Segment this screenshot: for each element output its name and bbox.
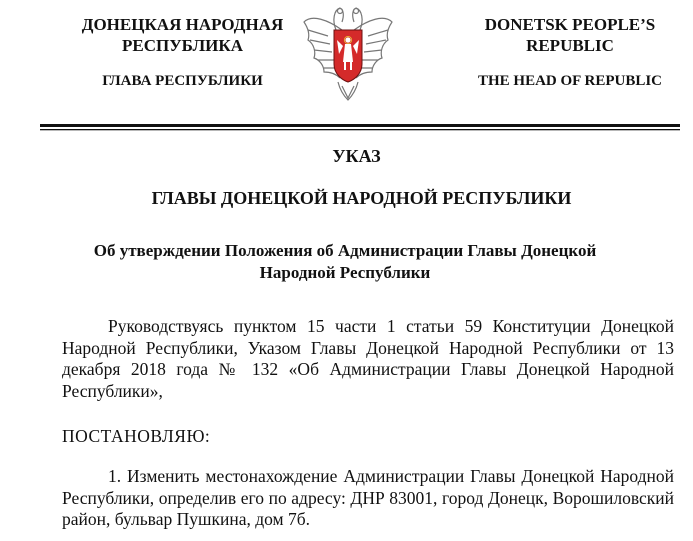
org-name-line1-en: DONETSK PEOPLE’S <box>484 15 656 34</box>
preamble-paragraph <box>62 316 674 402</box>
decree-word: ПОСТАНОВЛЯЮ: <box>62 426 211 446</box>
letterhead-double-rule <box>40 124 680 132</box>
decree-item-1 <box>62 466 674 531</box>
org-name-line2-en: REPUBLIC <box>526 36 614 55</box>
subject-line2: Народной Республики <box>259 263 431 282</box>
org-name-line2: РЕСПУБЛИКА <box>121 36 243 55</box>
issuer-title: ГЛАВЫ ДОНЕЦКОЙ НАРОДНОЙ РЕСПУБЛИКИ <box>151 188 572 208</box>
org-name-line1: ДОНЕЦКАЯ НАРОДНАЯ <box>81 15 284 34</box>
document-subject <box>5 240 685 284</box>
subject-line1: Об утверждении Положения об Администрации Главы Донецкой <box>93 241 597 260</box>
document-type-title: УКАЗ <box>332 146 381 166</box>
letterhead-right-english <box>470 14 670 92</box>
coat-of-arms-icon <box>298 0 398 102</box>
head-of-republic-label-en: THE HEAD OF REPUBLIC <box>477 73 663 89</box>
letterhead-left-russian <box>70 14 295 92</box>
preamble-text: Руководствуясь пунктом 15 части 1 статьи 59 Конституции Донецкой Народной Республики, Указом Главы Донецкой Народной Республики от 13 декабря 2018 года № 132 «Об Администрации Главы Донецкой Народной Республики», <box>62 316 674 401</box>
head-of-republic-label: ГЛАВА РЕСПУБЛИКИ <box>102 73 263 89</box>
item-number: 1. <box>108 466 122 486</box>
item-text: Изменить местонахождение Администрации Главы Донецкой Народной Республики, определив его по адресу: ДНР 83001, город Донецк, Ворошиловский район, бульвар Пушкина, дом 7б. <box>62 466 675 529</box>
